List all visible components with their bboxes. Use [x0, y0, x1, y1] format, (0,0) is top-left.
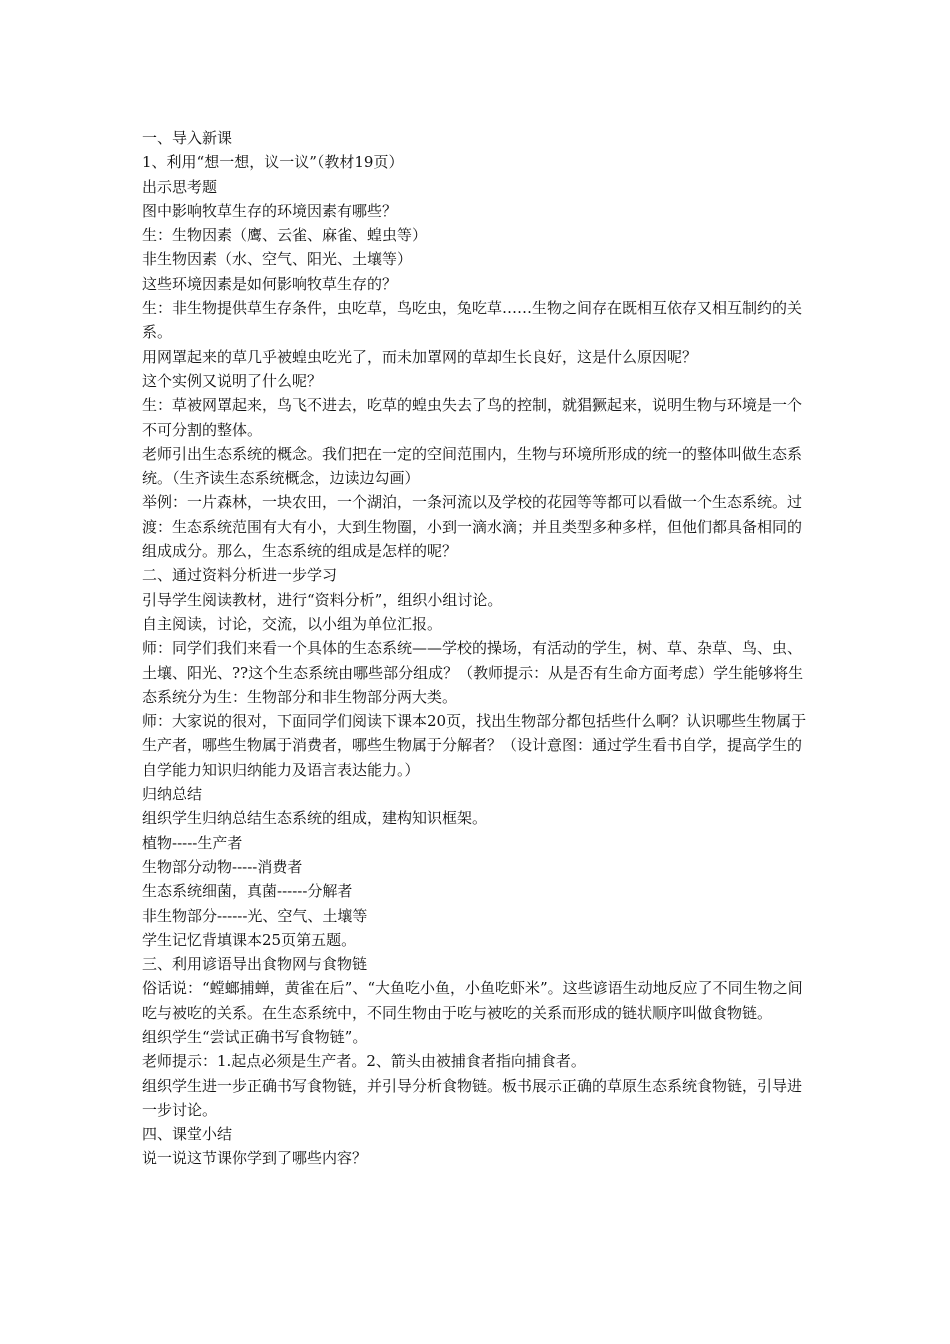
- text-line: 学生记忆背填课本25页第五题。: [142, 930, 357, 949]
- text-line: 老师提示：1.起点必须是生产者。2、箭头由被捕食者指向捕食者。: [142, 1052, 586, 1071]
- section-heading-intro: 一、导入新课: [142, 129, 233, 147]
- text-line: 说一说这节课你学到了哪些内容？: [142, 1149, 368, 1168]
- framework-line: 生态系统细菌，真菌------分解者: [142, 882, 353, 901]
- paragraph: 举例：一片森林，一块农田，一个湖泊，一条河流以及学校的花园等等都可以看做一个生态系统。过渡：生态系统范围有大有小，大到生物圈，小到一滴水滴；并且类型多种多样，但他们都具备相同的组成成分。那么，生态系统的组成是怎样的呢？: [142, 493, 803, 561]
- paragraph: 组织学生进一步正确书写食物链，并引导分析食物链。板书展示正确的草原生态系统食物链，引导进一步讨论。: [142, 1076, 803, 1119]
- framework-line: 植物-----生产者: [142, 833, 243, 852]
- text-line: 生：生物因素（鹰、云雀、麻雀、蝗虫等）: [142, 226, 428, 245]
- text-line: 非生物因素（水、空气、阳光、土壤等）: [142, 250, 413, 269]
- text-line: 这个实例又说明了什么呢？: [142, 371, 323, 390]
- section-heading-summary: 四、课堂小结: [142, 1125, 233, 1144]
- section-heading-analysis: 二、通过资料分析进一步学习: [142, 566, 338, 585]
- document-body: [142, 126, 814, 1171]
- text-line: 组织学生“尝试正确书写食物链”。: [142, 1027, 368, 1046]
- text-line: 组织学生归纳总结生态系统的组成，建构知识框架。: [142, 809, 488, 828]
- text-line: 用网罩起来的草几乎被蝗虫吃光了，而未加罩网的草却生长良好，这是什么原因呢？: [142, 347, 698, 366]
- text-line: 归纳总结: [142, 785, 203, 804]
- paragraph: 生：草被网罩起来，鸟飞不进去，吃草的蝗虫失去了鸟的控制，就猖獗起来，说明生物与环境是一个不可分割的整体。: [142, 396, 803, 439]
- text-line: 出示思考题: [142, 177, 218, 196]
- section-heading-food-chain: 三、利用谚语导出食物网与食物链: [142, 955, 368, 974]
- framework-line: 非生物部分------光、空气、土壤等: [142, 906, 368, 925]
- text-line: 自主阅读，讨论，交流，以小组为单位汇报。: [142, 614, 443, 633]
- text-line: 这些环境因素是如何影响牧草生存的？: [142, 274, 398, 293]
- paragraph: 师：大家说的很对，下面同学们阅读下课本20页，找出生物部分都包括些什么啊？认识哪些生物属于生产者，哪些生物属于消费者，哪些生物属于分解者？（设计意图：通过学生看书自学，提高学生的自学能力知识归纳能力及语言表达能力。）: [142, 712, 807, 779]
- paragraph: 俗话说：“螳螂捕蝉，黄雀在后”、“大鱼吃小鱼，小鱼吃虾米”。这些谚语生动地反应了不同生物之间吃与被吃的关系。在生态系统中，不同生物由于吃与被吃的关系而形成的链状顺序叫做食物链。: [142, 979, 803, 1022]
- paragraph: 老师引出生态系统的概念。我们把在一定的空间范围内，生物与环境所形成的统一的整体叫做生态系统。（生齐读生态系统概念，边读边勾画）: [142, 444, 803, 488]
- framework-line: 生物部分动物-----消费者: [142, 857, 303, 876]
- text-line: 1、利用“想一想，议一议”（教材19页）: [142, 153, 404, 172]
- paragraph: 生：非生物提供草生存条件，虫吃草，鸟吃虫，兔吃草……生物之间存在既相互依存又相互制约的关系。: [142, 299, 803, 342]
- text-line: 引导学生阅读教材，进行“资料分析”，组织小组讨论。: [142, 590, 503, 609]
- text-line: 图中影响牧草生存的环境因素有哪些？: [142, 201, 398, 220]
- paragraph: 师：同学们我们来看一个具体的生态系统——学校的操场，有活动的学生，树、草、杂草、鸟、虫、土壤、阳光、??这个生态系统由哪些部分组成？（教师提示：从是否有生命方面考虑）学生能够将生态系统分为生：生物部分和非生物部分两大类。: [142, 639, 804, 706]
